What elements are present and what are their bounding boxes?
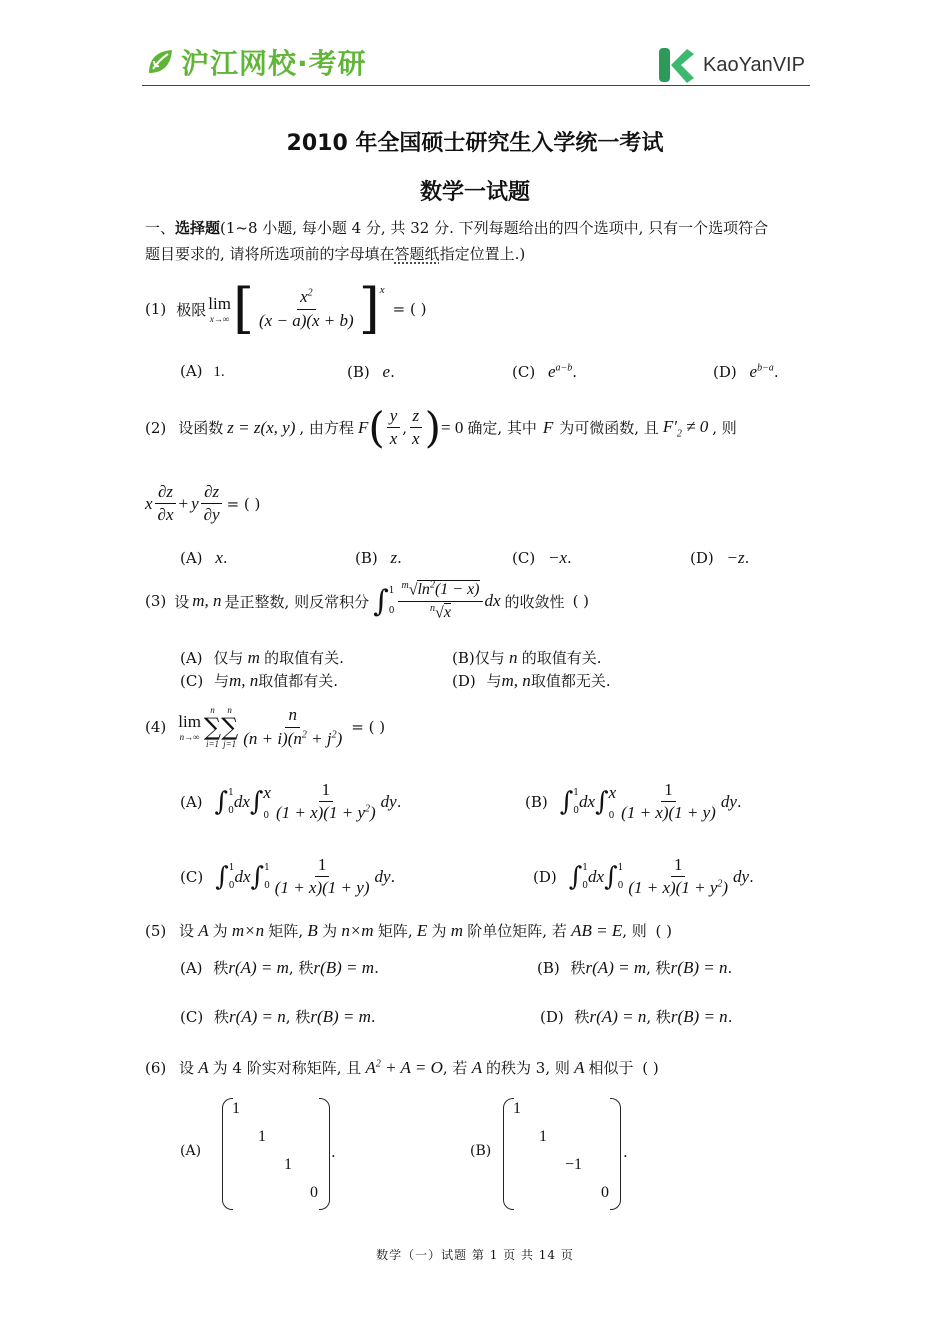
q5-option-d: (D) 秩r(A) = n, 秩r(B) = n. (540, 1007, 733, 1026)
q3-option-d: (D) 与m, n取值都无关. (452, 671, 611, 690)
q5-option-a: (A) 秩r(A) = m, 秩r(B) = m. (180, 958, 379, 977)
matrix-entry: 1 (513, 1100, 521, 1117)
matrix-entry: 1 (284, 1156, 292, 1173)
q6-option-a-label: (A) (180, 1143, 202, 1159)
header-divider (142, 85, 810, 86)
q6-matrix-b (503, 1098, 621, 1208)
q5-option-b: (B) 秩r(A) = m, 秩r(B) = n. (537, 958, 733, 977)
question-5: (5) 设 A 为 m×n 矩阵, B 为 n×m 矩阵, E 为 m 阶单位矩阵, 若 AB = E, 则 ( ) (145, 921, 673, 940)
q2-option-a: (A) x. (180, 548, 228, 567)
q1-option-d: (D) $e^{b-a}$. (713, 362, 779, 381)
brand-right-text: KaoYanVIP (703, 53, 805, 76)
q4-option-d: (D) ∫ 1 0 dx ∫ 1 0 $\frac{1}{(1 + x)(1 + y^2)}$ dy . (533, 855, 754, 898)
brand-left-text: 沪江网校·考研 (181, 47, 367, 80)
page-title: 2010 年全国硕士研究生入学统一考试 (286, 131, 664, 156)
q3-option-a: (A) 仅与 m 的取值有关. (180, 648, 344, 667)
question-1: (1) 极限 lim x→∞ [ $\frac{x^2}{(x - a)(x + b)}$ ] x = ( ) (145, 277, 427, 340)
q2-option-d: (D) −z. (690, 548, 750, 567)
q5-option-c: (C) 秩r(A) = n, 秩r(B) = m. (180, 1007, 376, 1026)
matrix-entry: −1 (565, 1156, 583, 1173)
matrix-entry: 1 (539, 1128, 547, 1145)
q4-option-a: (A) ∫ 1 0 dx ∫ x 0 $\frac{1}{(1 + x)(1 + y^2)}$ dy . (180, 780, 402, 823)
question-2: (2) 设函数 z = z(x, y) , 由方程 F ( $\frac{y}{x}$ , $\frac{z}{x}$ ) = 0 确定, 其中 F 为可微函数, 且 $F'_2 \ne 0$ , 则 (145, 402, 737, 452)
q6-matrix-a (222, 1098, 330, 1208)
section-intro-line2: 题目要求的, 请将所选项前的字母填在答题纸指定位置上.) (145, 245, 526, 263)
matrix-entry: 0 (310, 1184, 318, 1201)
hujiang-logo (145, 42, 367, 82)
k-logo-icon (657, 45, 695, 85)
leaf-icon (145, 47, 175, 77)
q3-option-c: (C) 与m, n取值都有关. (180, 671, 339, 690)
question-6: (6) 设 A 为 4 阶实对称矩阵, 且 $A^2 + A = O$, 若 A 的秩为 3, 则 A 相似于 ( ) (145, 1058, 659, 1077)
kaoyanvip-logo (657, 45, 805, 85)
page-subtitle: 数学一试题 (419, 180, 530, 205)
question-4: (4) lim n→∞ n ∑ i=1 n ∑ j=1 $\frac{n}{(n + i)(n^2 + j^2)}$ = ( ) (145, 705, 386, 749)
q1-option-c: (C) $e^{a-b}$. (512, 362, 578, 381)
page-footer: 数学（一）试题 第 1 页 共 14 页 (376, 1248, 574, 1262)
section-intro-line1: 一、选择题(1~8 小题, 每小题 4 分, 共 32 分. 下列每题给出的四个选项中, 只有一个选项符合 (145, 219, 769, 237)
matrix-entry: 1 (258, 1128, 266, 1145)
matrix-entry: 0 (601, 1184, 609, 1201)
q1-option-a: (A) 1. (180, 362, 225, 380)
question-3: (3) 设 m, n 是正整数, 则反常积分 ∫ 1 0 $\frac{^m√\ln^2(1 - x)}{^n√x}$ dx 的收敛性 ( ) (145, 580, 590, 621)
q2-option-b: (B) z. (355, 548, 402, 567)
q2-option-c: (C) −x. (512, 548, 572, 567)
q1-option-b: (B) e. (347, 362, 395, 381)
matrix-entry: 1 (232, 1100, 240, 1117)
q2-expression: x $\frac{\partial z}{\partial x}$ + y $\frac{\partial z}{\partial y}$ = ( ) (145, 482, 261, 525)
q6-option-b-label: (B) (470, 1143, 492, 1159)
q4-option-b: (B) ∫ 1 0 dx ∫ x 0 $\frac{1}{(1 + x)(1 + y)}$ dy . (525, 780, 742, 823)
q3-option-b: (B)仅与 n 的取值有关. (452, 648, 602, 667)
q4-option-c: (C) ∫ 1 0 dx ∫ 1 0 $\frac{1}{(1 + x)(1 + y)}$ dy . (180, 855, 396, 898)
